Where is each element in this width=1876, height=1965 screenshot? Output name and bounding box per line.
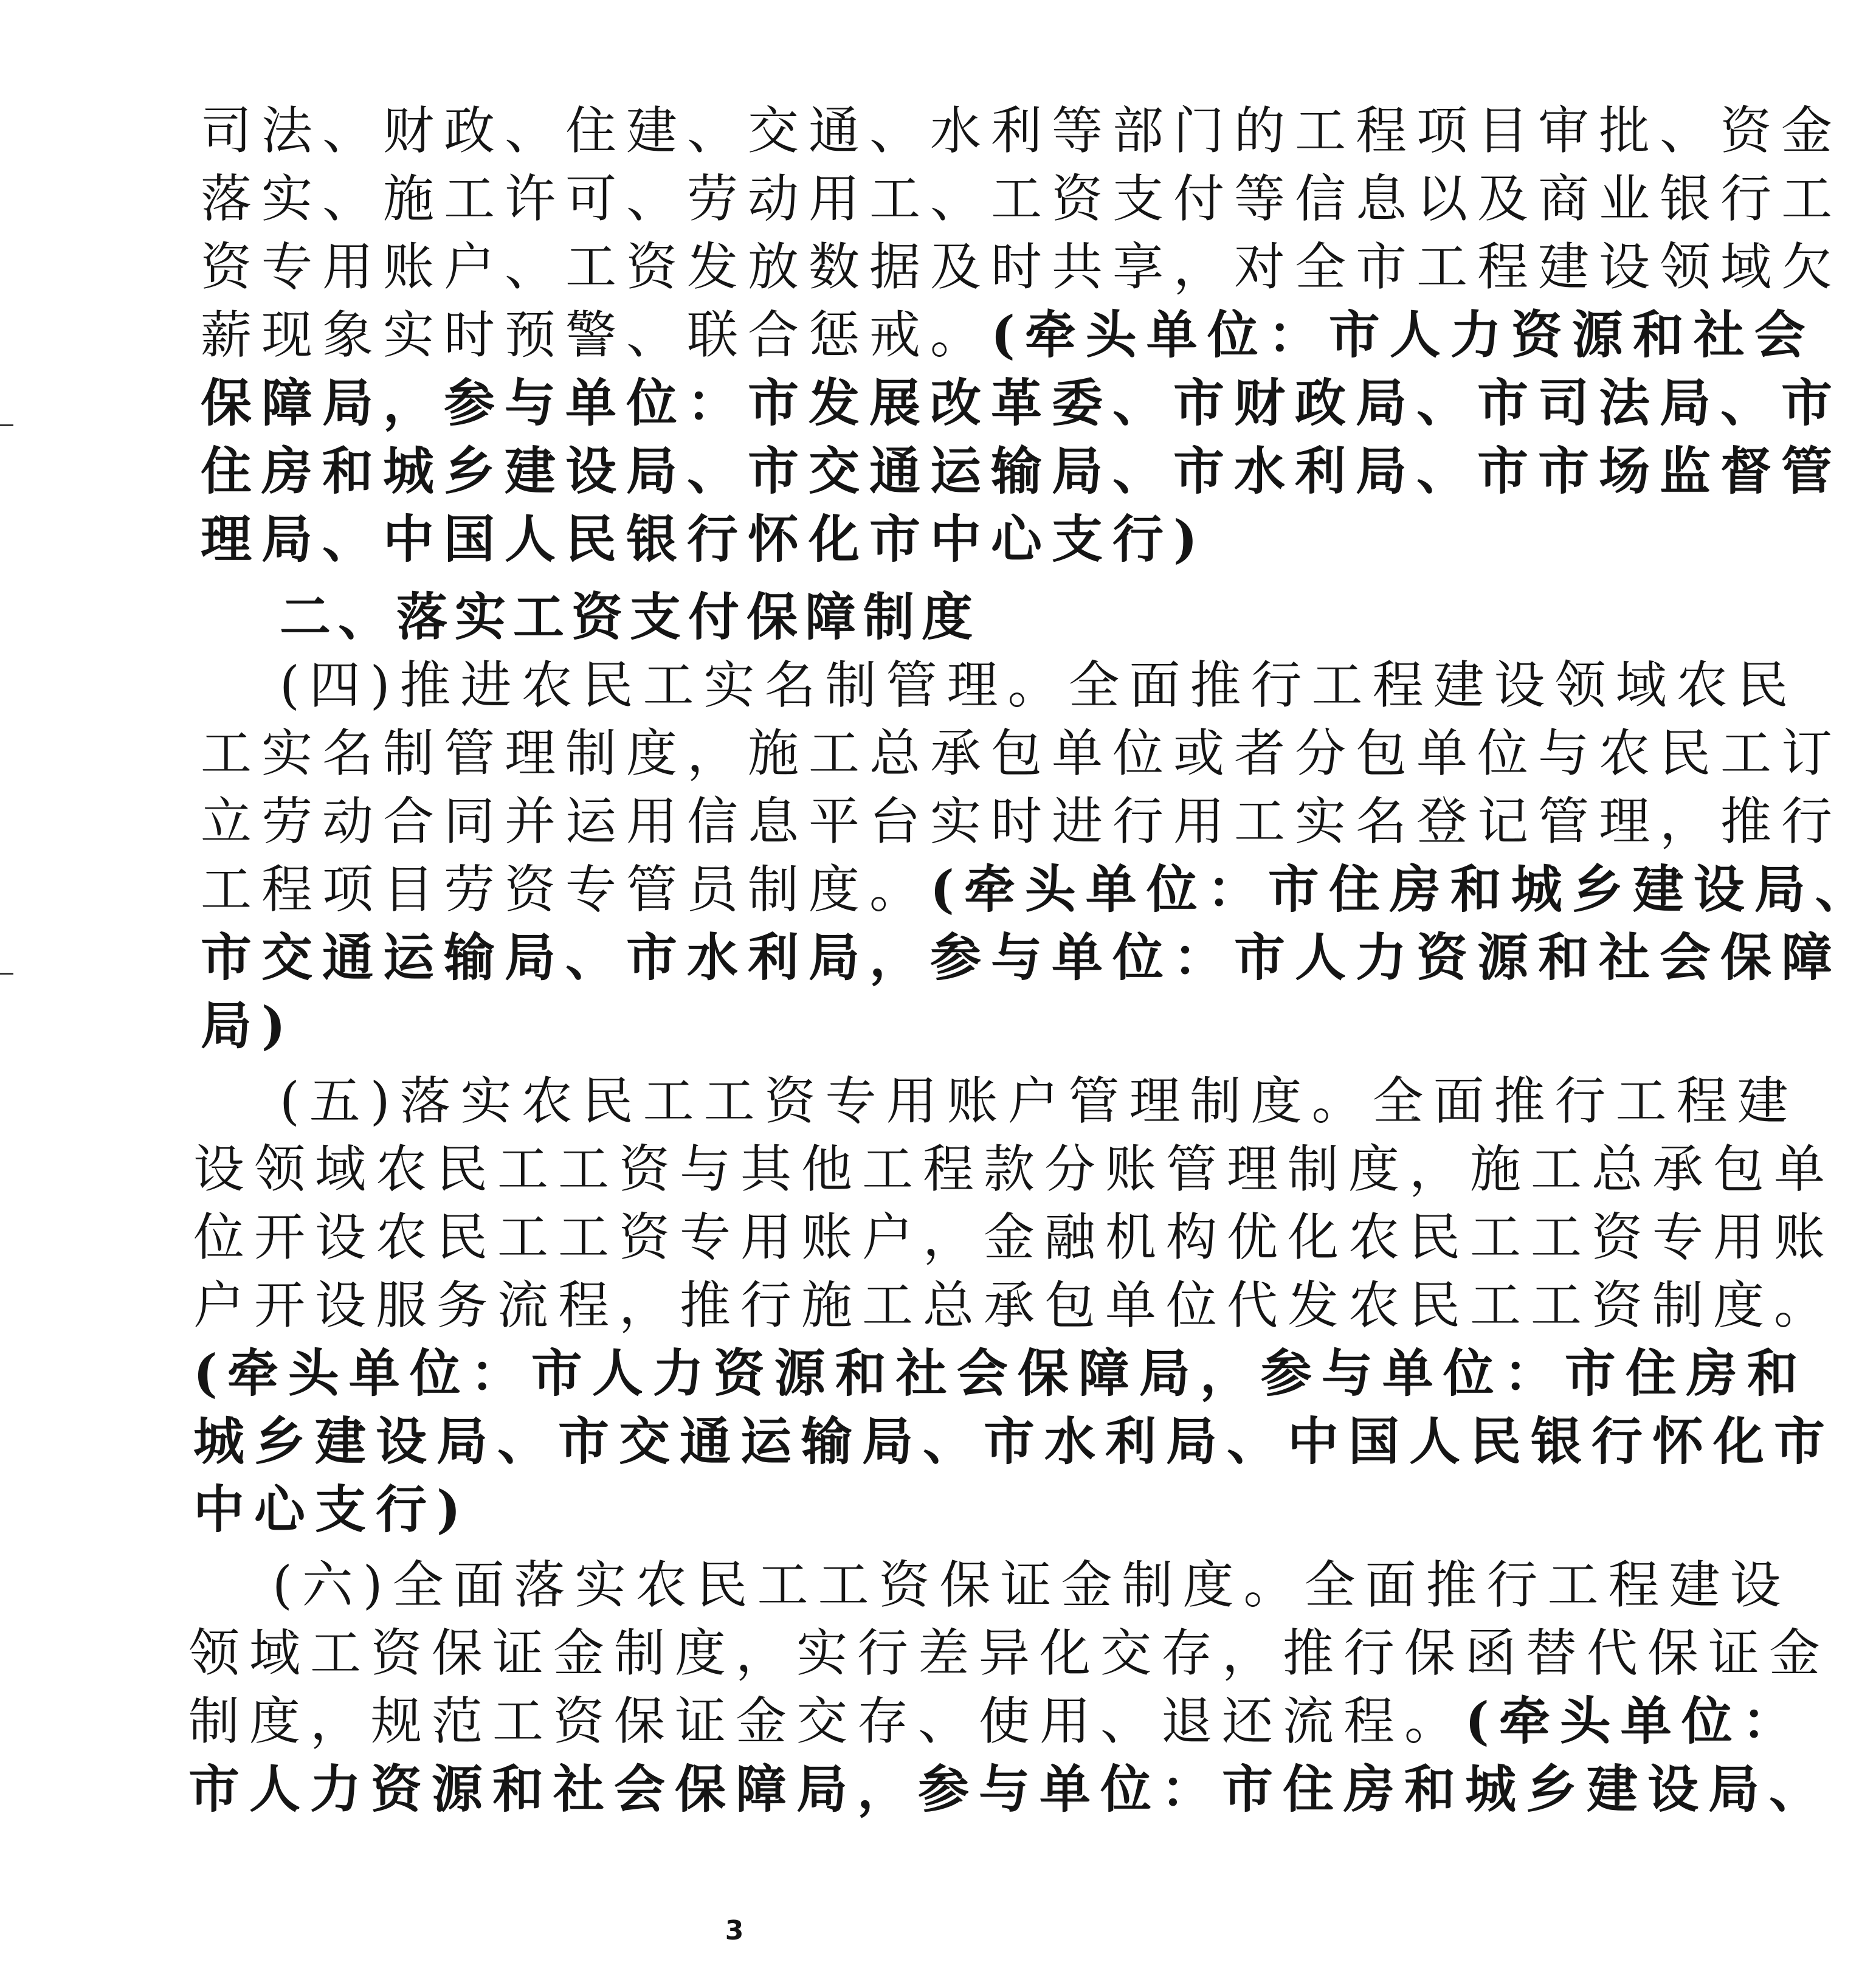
lead-unit-note: 局): [201, 995, 295, 1055]
text-line: 户开设服务流程，推行施工总承包单位代发农民工工资制度。: [193, 1276, 1835, 1335]
text-segment: 薪现象实时预警、联合惩戒。: [201, 305, 991, 365]
lead-unit-note: 中心支行): [193, 1479, 471, 1539]
lead-unit-note: (牵头单位：市住房和城乡建设局、: [930, 859, 1876, 919]
lead-unit-note: 市交通运输局、市水利局，参与单位：市人力资源和社会保障: [201, 927, 1843, 987]
lead-unit-note: (牵头单位：市人力资源和社会: [991, 305, 1815, 365]
text-line: 设领域农民工工资与其他工程款分账管理制度，施工总承包单: [193, 1139, 1835, 1199]
text-line: (五)落实农民工工资专用账户管理制度。全面推行工程建: [280, 1071, 1798, 1131]
text-line: 落实、施工许可、劳动用工、工资支付等信息以及商业银行工: [201, 169, 1843, 229]
lead-unit-note: 保障局，参与单位：市发展改革委、市财政局、市司法局、市: [201, 373, 1843, 433]
text-line: (六)全面落实农民工工资保证金制度。全面推行工程建设: [272, 1555, 1791, 1615]
text-line: 立劳动合同并运用信息平台实时进行用工实名登记管理，推行: [201, 792, 1843, 851]
text-line: 领域工资保证金制度，实行差异化交存，推行保函替代保证金: [188, 1623, 1830, 1683]
text-line: 工实名制管理制度，施工总承包单位或者分包单位与农民工订: [201, 723, 1843, 783]
lead-unit-note: 住房和城乡建设局、市交通运输局、市水利局、市市场监督管: [201, 441, 1843, 501]
binding-mark: [0, 973, 13, 975]
text-line: [188, 1688, 1803, 1755]
text-segment: 工程项目劳资专管员制度。: [201, 860, 931, 919]
text-line: (四)推进农民工实名制管理。全面推行工程建设领域农民: [280, 655, 1798, 715]
lead-unit-note: 理局、中国人民银行怀化市中心支行): [201, 509, 1207, 569]
page-number: 3: [725, 1915, 744, 1946]
text-line: [201, 302, 1815, 368]
lead-unit-note: 城乡建设局、市交通运输局、市水利局、中国人民银行怀化市: [193, 1411, 1835, 1471]
text-line: [201, 856, 1876, 923]
text-line: 司法、财政、住建、交通、水利等部门的工程项目审批、资金: [201, 101, 1843, 161]
lead-unit-note: (牵头单位：: [1465, 1691, 1803, 1751]
section-heading: 二、落实工资支付保障制度: [280, 587, 981, 647]
lead-unit-note: (牵头单位：市人力资源和社会保障局，参与单位：市住房和: [193, 1343, 1808, 1403]
binding-mark: [0, 424, 13, 426]
text-line: 资专用账户、工资发放数据及时共享，对全市工程建设领域欠: [201, 237, 1843, 297]
lead-unit-note: 市人力资源和社会保障局，参与单位：市住房和城乡建设局、: [188, 1759, 1830, 1819]
text-line: 位开设农民工工资专用账户，金融机构优化农民工工资专用账: [193, 1207, 1835, 1267]
text-segment: 制度，规范工资保证金交存、使用、退还流程。: [188, 1691, 1466, 1751]
